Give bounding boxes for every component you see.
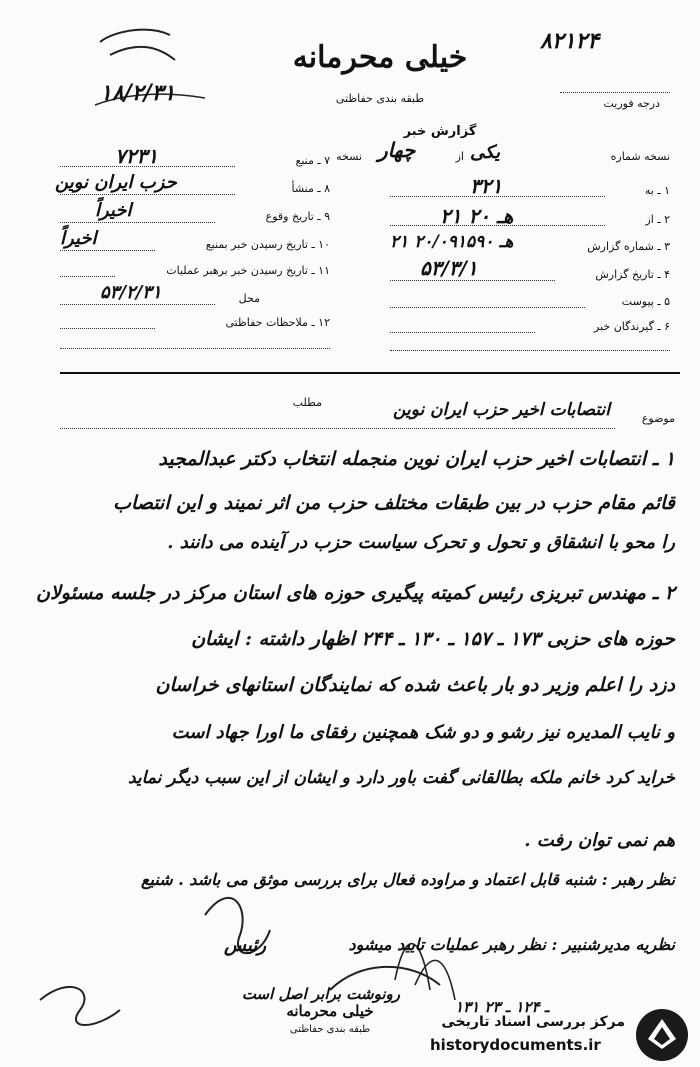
field-mid-value: چهار	[378, 138, 416, 162]
field-label: ۹ ـ تاریخ وقوع	[265, 210, 330, 223]
body-line: و نایب المدیره نیز رشو و دو شک همچنین رفقای ما اورا جهاد است	[171, 722, 675, 743]
body-line: را محو با انشقاق و تحول و تحرک سیاست حزب در آینده می دانند .	[167, 532, 675, 553]
body-line: قائم مقام حزب در بین طبقات مختلف حزب من اثر نمیند و این انتصاب	[113, 492, 675, 514]
field-value: اخیراً	[95, 200, 132, 221]
document-number: ۸۲۱۲۴	[540, 28, 600, 54]
report-heading: گزارش خبر	[403, 124, 477, 139]
field-label: ۳ ـ شماره گزارش	[587, 240, 670, 253]
footer-number: ۱۳۱ ـ ۱۲۴ ـ ۲۳	[455, 998, 550, 1016]
section-divider	[60, 372, 680, 374]
field-label: ۸ ـ منشأ	[291, 182, 330, 195]
body-line: نظر رهبر : شنبه قابل اعتماد و مراوده فعال برای بررسی موثق می باشد . شنیع	[141, 870, 675, 889]
field-value: ۷۲۳۱	[115, 144, 158, 168]
footer-classification-sub: طبقه بندی حفاظتی	[289, 1024, 371, 1035]
body-line: خراید کرد خانم ملکه بطالقانی گفت باور دارد و ایشان از این سبب دیگر نماید	[128, 768, 675, 788]
field-label: ۲ ـ از	[645, 213, 670, 226]
priority-line	[560, 92, 670, 93]
opinion-line: نظریه مدیرشنبیر : نظر رهبر عملیات تایید میشود	[348, 935, 675, 954]
signature-word: رئیس	[223, 935, 267, 956]
classification-subtitle: طبقه بندی حفاظتی	[335, 92, 425, 105]
field-label: ۴ ـ تاریخ گزارش	[595, 268, 670, 281]
classification-title: خیلی محرمانه	[292, 40, 468, 75]
field-label: ۱۰ ـ تاریخ رسیدن خبر بمنبع	[205, 238, 330, 251]
body-line: ۲ ـ مهندس تبریزی رئیس کمیته پیگیری حوزه های استان مرکز در جلسه مسئولان	[36, 582, 675, 604]
field-label: ۵ ـ پیوست	[621, 295, 670, 308]
field-label: نسخه شماره	[610, 150, 670, 163]
field-label: ۱۲ ـ ملاحظات حفاظتی	[225, 316, 330, 329]
roonevesht-note: رونوشت برابر اصل است	[241, 985, 400, 1003]
margin-note: ۱۸/۲/۳۱	[100, 80, 176, 106]
field-value: یکی	[470, 142, 500, 163]
footer-classification: خیلی محرمانه	[286, 1002, 374, 1020]
field-mid: از	[455, 150, 464, 163]
field-label: ۱ ـ به	[644, 184, 670, 197]
priority-label: درجه فوریت	[603, 97, 660, 110]
subject-value: انتصابات اخیر حزب ایران نوین	[393, 400, 610, 420]
field-value: اخیراً	[60, 228, 97, 249]
field-label: ۷ ـ منبع	[295, 154, 330, 167]
watermark-line2: historydocuments.ir	[430, 1036, 601, 1054]
body-line: ۱ ـ انتصابات اخیر حزب ایران نوین منجمله انتخاب دکتر عبدالمجید	[158, 448, 675, 470]
body-line: هم نمی توان رفت .	[524, 830, 675, 851]
field-value: ۳۲۱	[470, 174, 503, 198]
field-value: ۵۳/۳/۱	[420, 256, 478, 280]
field-label: محل	[238, 292, 260, 305]
body-line: دزد را اعلم وزیر دو بار باعث شده که نمایندگان استانهای خراسان	[155, 674, 675, 696]
field-value: ۲۱ هـ ۲۰/۰۹۱۵۹۰	[390, 232, 514, 252]
field-tail: نسخه	[336, 150, 362, 163]
subject-label: موضوع	[641, 412, 675, 425]
body-line: حوزه های حزبی ۱۷۳ ـ ۱۵۷ ـ ۱۳۰ ـ ۲۴۴ اظهار داشته : ایشان	[191, 628, 675, 650]
field-value: حزب ایران نوین	[55, 172, 177, 193]
field-label: ۶ ـ گیرندگان خبر	[594, 320, 670, 333]
field-value: ۵۳/۲/۳۱	[100, 282, 162, 303]
watermark-logo-icon	[632, 1005, 692, 1065]
watermark-line1: مرکز بررسی اسناد تاریخی	[441, 1014, 625, 1030]
field-label: ۱۱ ـ تاریخ رسیدن خبر برهبر عملیات	[166, 264, 330, 277]
field-value: ۲۱ هـ ۲۰	[440, 204, 514, 228]
subject-tag: مطلب	[292, 396, 322, 409]
